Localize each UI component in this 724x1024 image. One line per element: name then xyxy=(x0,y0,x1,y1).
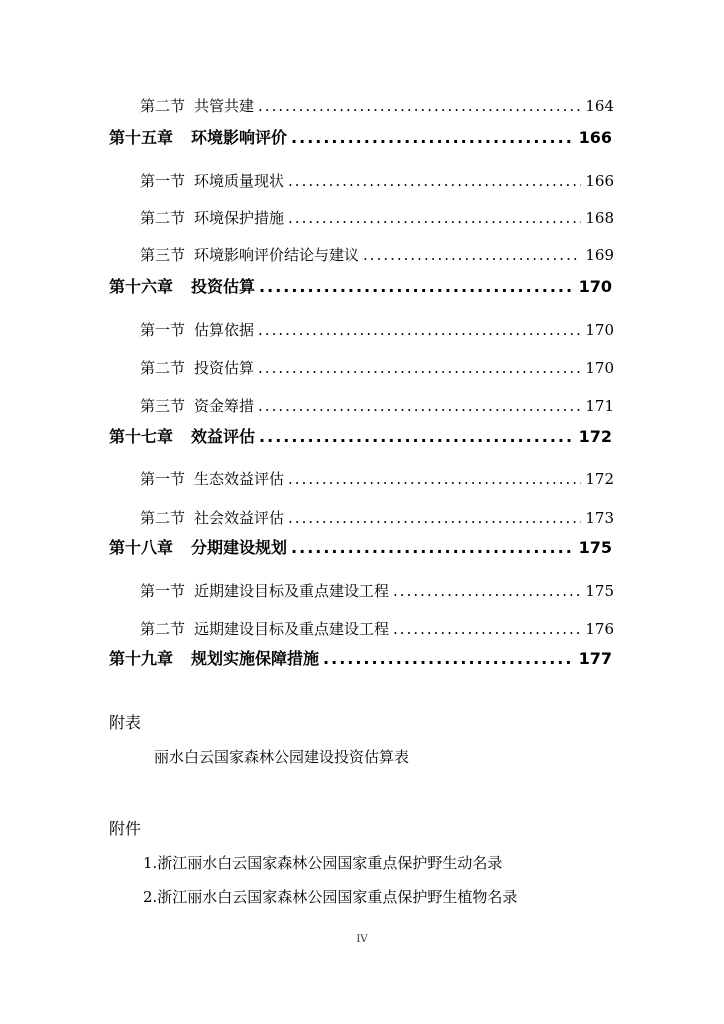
toc-chapter-row[interactable] xyxy=(0,124,724,152)
dot-leader xyxy=(258,354,581,382)
page-number: 177 xyxy=(578,649,612,668)
page-footer-number: IV xyxy=(356,934,368,945)
section-number: 第一节 xyxy=(140,582,186,600)
toc-section-row[interactable] xyxy=(0,167,724,195)
page-number: 173 xyxy=(585,509,614,527)
dot-leader xyxy=(393,577,581,605)
chapter-number: 第十七章 xyxy=(109,427,174,446)
page-number: 170 xyxy=(578,277,612,296)
page-number: 172 xyxy=(578,427,612,446)
section-title: 环境质量现状 xyxy=(194,172,285,190)
page-number: 166 xyxy=(585,172,614,190)
toc-section-row[interactable] xyxy=(0,504,724,532)
chapter-number: 第十八章 xyxy=(109,538,174,557)
toc-chapter-row[interactable] xyxy=(0,645,724,673)
section-title: 投资估算 xyxy=(194,359,255,377)
toc-section-row[interactable] xyxy=(0,577,724,605)
page-number: 164 xyxy=(585,97,614,115)
section-title: 资金筹措 xyxy=(194,397,255,415)
attachment-item[interactable]: 1.浙江丽水白云国家森林公园国家重点保护野生动名录 xyxy=(143,854,503,872)
dot-leader xyxy=(259,423,575,451)
section-number: 第三节 xyxy=(140,397,186,415)
section-number: 第二节 xyxy=(140,620,186,638)
toc-section-row[interactable] xyxy=(0,316,724,344)
dot-leader xyxy=(323,645,575,673)
chapter-title: 效益评估 xyxy=(191,427,256,446)
toc-chapter-row[interactable] xyxy=(0,534,724,562)
toc-section-row[interactable] xyxy=(0,615,724,643)
section-number: 第一节 xyxy=(140,172,186,190)
dot-leader xyxy=(288,504,581,532)
page-number: 170 xyxy=(585,359,614,377)
dot-leader xyxy=(258,316,581,344)
section-number: 第一节 xyxy=(140,321,186,339)
section-number: 第三节 xyxy=(140,246,186,264)
page-number: 170 xyxy=(585,321,614,339)
page-number: 175 xyxy=(578,538,612,557)
attachments-heading: 附件 xyxy=(109,819,142,838)
chapter-title: 分期建设规划 xyxy=(191,538,288,557)
chapter-title: 投资估算 xyxy=(191,277,256,296)
chapter-title: 规划实施保障措施 xyxy=(191,649,320,668)
page-number: 169 xyxy=(585,246,614,264)
section-number: 第二节 xyxy=(140,359,186,377)
section-number: 第二节 xyxy=(140,209,186,227)
page-number: 166 xyxy=(578,128,612,147)
toc-section-row[interactable] xyxy=(0,204,724,232)
page-number: 171 xyxy=(585,397,614,415)
section-title: 估算依据 xyxy=(194,321,255,339)
section-title: 社会效益评估 xyxy=(194,509,285,527)
section-number: 第二节 xyxy=(140,97,186,115)
dot-leader xyxy=(258,92,581,120)
dot-leader xyxy=(291,124,575,152)
dot-leader xyxy=(288,465,581,493)
page-number: 168 xyxy=(585,209,614,227)
section-title: 远期建设目标及重点建设工程 xyxy=(194,620,390,638)
page-number: 175 xyxy=(585,582,614,600)
dot-leader xyxy=(393,615,581,643)
chapter-number: 第十九章 xyxy=(109,649,174,668)
toc-section-row[interactable] xyxy=(0,354,724,382)
dot-leader xyxy=(291,534,575,562)
attachment-item[interactable]: 2.浙江丽水白云国家森林公园国家重点保护野生植物名录 xyxy=(143,888,518,906)
dot-leader xyxy=(288,204,581,232)
toc-chapter-row[interactable] xyxy=(0,423,724,451)
section-title: 近期建设目标及重点建设工程 xyxy=(194,582,390,600)
chapter-number: 第十六章 xyxy=(109,277,174,296)
chapter-title: 环境影响评价 xyxy=(191,128,288,147)
toc-section-row[interactable] xyxy=(0,392,724,420)
toc-section-row[interactable] xyxy=(0,92,724,120)
section-title: 环境保护措施 xyxy=(194,209,285,227)
page-number: 176 xyxy=(585,620,614,638)
toc-section-row[interactable] xyxy=(0,465,724,493)
dot-leader xyxy=(288,167,581,195)
chapter-number: 第十五章 xyxy=(109,128,174,147)
section-title: 环境影响评价结论与建议 xyxy=(194,246,360,264)
section-number: 第一节 xyxy=(140,470,186,488)
appendix-table-item[interactable]: 丽水白云国家森林公园建设投资估算表 xyxy=(154,748,410,766)
section-number: 第二节 xyxy=(140,509,186,527)
toc-section-row[interactable] xyxy=(0,241,724,269)
section-title: 共管共建 xyxy=(194,97,255,115)
appendix-table-heading: 附表 xyxy=(109,713,142,732)
toc-chapter-row[interactable] xyxy=(0,273,724,301)
dot-leader xyxy=(259,273,575,301)
dot-leader xyxy=(363,241,581,269)
section-title: 生态效益评估 xyxy=(194,470,285,488)
dot-leader xyxy=(258,392,581,420)
page-number: 172 xyxy=(585,470,614,488)
